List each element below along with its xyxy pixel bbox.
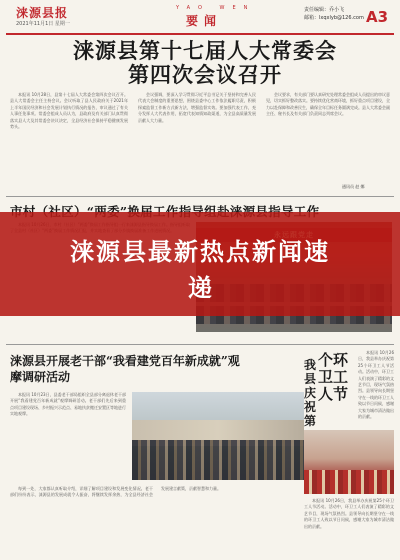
article3-text: 每到一处，大家都认真听取介绍，详细了解项目建设和发展变化情况。老干部们纷纷表示，涞源县的发展成就令人振奋，将继续发挥余热，为全县经济社会发展建言献策，贡献智慧和力量。 [10, 486, 221, 498]
visit-photo [132, 392, 304, 480]
editor-info [304, 6, 364, 22]
overlay-title-line1: 涞源县最新热点新闻速 [70, 237, 330, 266]
article1-text: 会议要求，有关部门要认真研究处理常委会组成人员提出的审议意见，切实抓好整改落实。要持续优化营商环境，抓好重点项目建设，全力以赴保障和改善民生，确保全年目标任务圆满完成。县人大常委会副主任、秘书长及有关部门负责同志列席会议。 [266, 92, 390, 117]
feature-column [358, 350, 394, 428]
editor-name: 责任编辑：乔小飞 [304, 7, 345, 13]
masthead [6, 4, 394, 32]
overlay-banner [0, 212, 400, 316]
article1-headline-line2: 第四次会议召开 [128, 62, 282, 87]
paper-date: 2021年11月1日 星期一 [16, 21, 70, 27]
article3-text: 本报讯 10月23日，县委老干部局组织全县部分离退休老干部开展“我看建党百年新成就”观摩调研活动。老干部们先后来到重点项目建设现场、乡村振兴示范点、易地扶贫搬迁安置区等地进行实地观摩。 [10, 392, 126, 417]
performance-photo [304, 430, 394, 494]
article1-column-2 [138, 92, 256, 190]
photo-crowd [132, 440, 304, 480]
photo-performers [304, 470, 394, 494]
section-divider [6, 196, 394, 197]
section-name: 要闻 [186, 14, 223, 28]
article1-text: 本报讯 10月28日，县第十七届人大常委会第四次会议召开。县人大常委会主任主持会议。会议听取了县人民政府关于2021年上半年国民经济和社会发展计划执行情况的报告，审议通过了有关人事任免事项。常委会组成人员认为，县政府及有关部门认真贯彻落实县人大及其常委会决议决定，全县经济社会保持平稳健康发展势头。 [10, 92, 128, 130]
masthead-divider [6, 33, 394, 35]
section-divider [6, 344, 394, 345]
feature-subtitle: 我县庆祝第 [304, 358, 317, 428]
article1-column-3 [266, 92, 390, 182]
article3-column-2 [10, 486, 304, 552]
article3-headline-line1: 涞源县开展老干部“我看建党百年新成就”观 [10, 354, 240, 368]
paper-name: 涞源县报 [16, 6, 69, 20]
feature-text: 本报讯 10月26日，我县举办庆祝第25个环卫工人节活动。活动中，环卫工人们表演了精彩的文艺节目，现场气氛热烈。县领导向长期坚守在一线的环卫工人致以节日问候，感谢大家为城市清洁做出的贡献。 [304, 498, 394, 529]
feature-title: 个环卫工人节 [318, 351, 349, 403]
article1-headline [40, 39, 370, 87]
article1-byline: 通讯员 赵 娜 [342, 184, 365, 189]
article1-text: 会议强调，要深入学习贯彻习近平总书记关于坚持和完善人民代表大会制度的重要思想，围绕县委中心工作依法履职尽责，积极探索监督工作新方式新方法，增强监督实效。要加强代表工作，充分发挥人大代表作用，拓宽代表知情知政渠道，为全县高质量发展贡献人大力量。 [138, 92, 256, 123]
feature-text: 本报讯 10月26日，我县举办庆祝第25个环卫工人节活动。活动中，环卫工人们表演了精彩的文艺节目，现场气氛热烈。县领导向长期坚守在一线的环卫工人致以节日问候，感谢大家为城市清洁做出的贡献。 [358, 350, 394, 420]
overlay-title-line2: 递 [188, 273, 212, 302]
feature-column-2 [304, 498, 394, 552]
page-number: A3 [366, 8, 389, 26]
editor-email: 邮箱：lxqxlyb@126.com [304, 15, 364, 21]
section-name-en: YAO WEN [176, 5, 256, 11]
article3-headline [10, 353, 310, 385]
article1-column-1 [10, 92, 128, 190]
article1-headline-line1: 涞源县第十七届人大常委会 [73, 38, 337, 63]
article3-headline-line2: 摩调研活动 [10, 370, 71, 384]
article3-column-1 [10, 392, 126, 482]
